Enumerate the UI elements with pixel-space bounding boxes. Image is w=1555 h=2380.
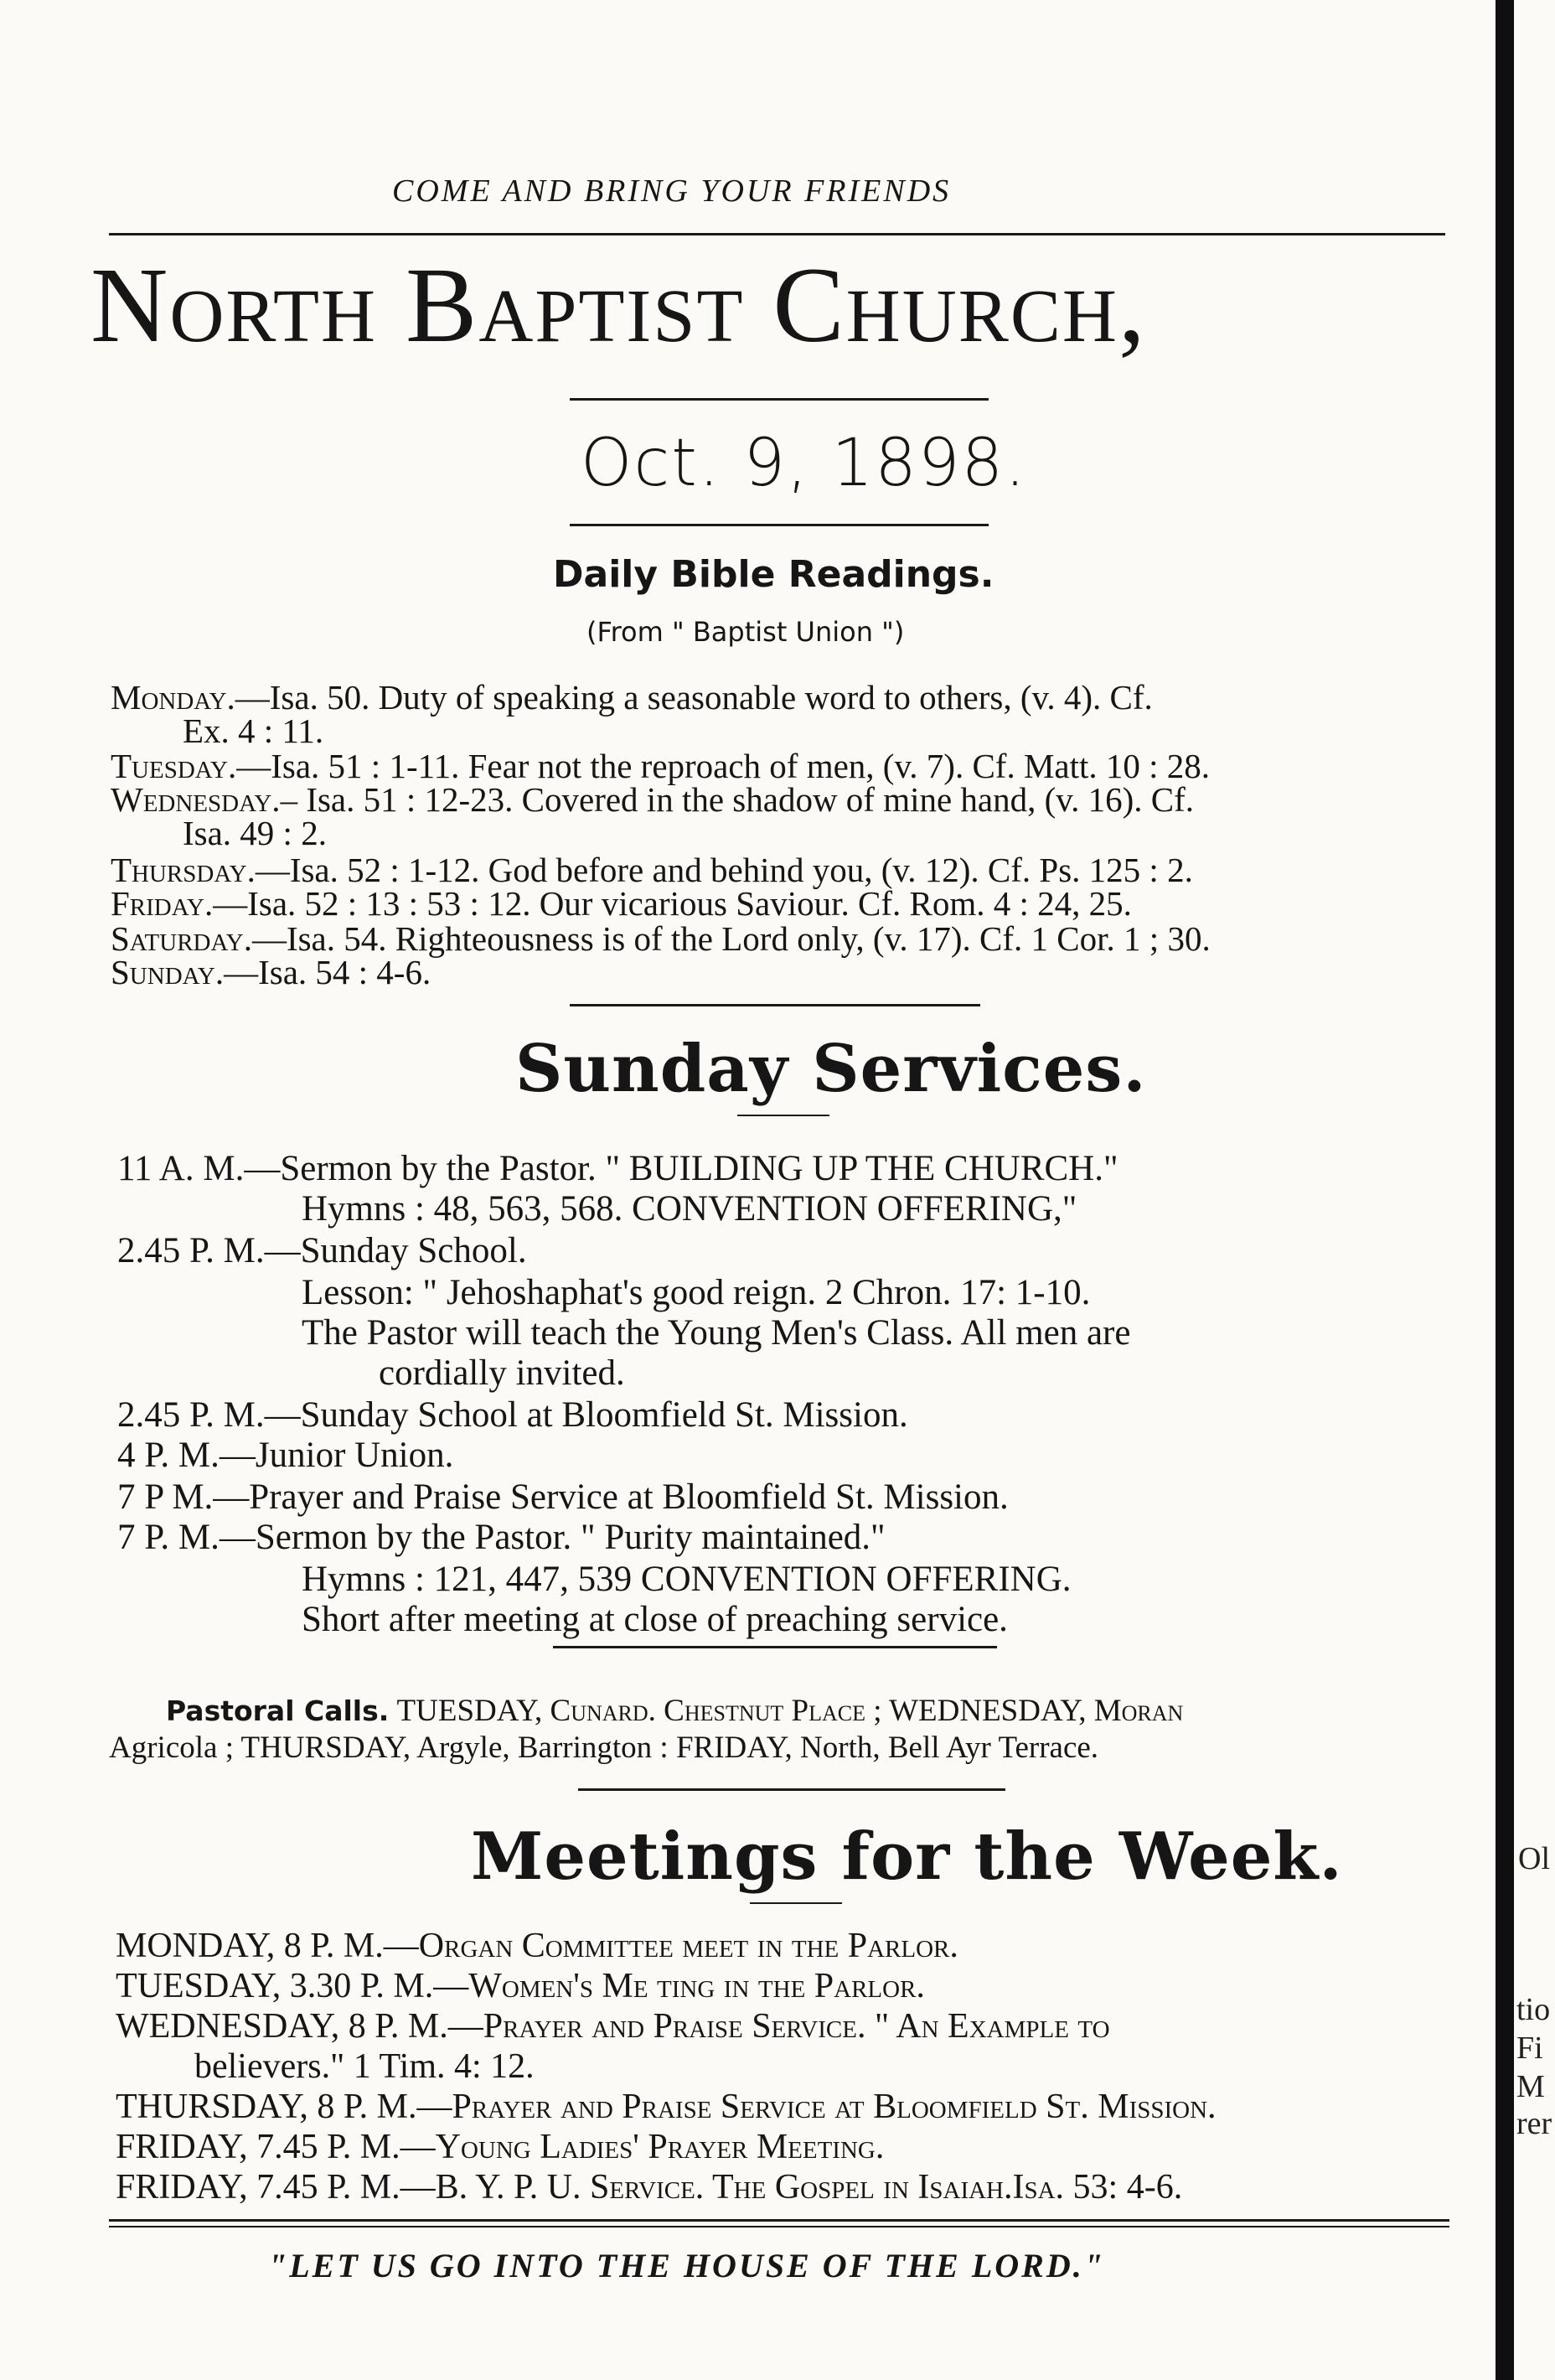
meeting-line: TUESDAY, 3.30 P. M.—Women's Me ting in the Parlor. [116,1967,925,2005]
margin-fragment: tio [1516,1992,1551,2027]
divider [109,2219,1449,2222]
divider [109,233,1445,235]
margin-fragment: M [1516,2069,1545,2104]
tagline: COME AND BRING YOUR FRIENDS [392,173,952,209]
meeting-line: WEDNESDAY, 8 P. M.—Prayer and Praise Service. " An Example to [116,2007,1110,2046]
reading-line: Sunday.—Isa. 54 : 4-6. [111,953,431,991]
meetings-heading: Meetings for the Week. [471,1819,1343,1895]
readings-heading: Daily Bible Readings. [553,553,994,596]
meeting-line: believers." 1 Tim. 4: 12. [194,2047,535,2086]
divider [737,1115,829,1116]
binding-edge [1496,0,1514,2380]
footer-quote: "LET US GO INTO THE HOUSE OF THE LORD." [268,2247,1105,2284]
divider [570,524,989,526]
service-line: 11 A. M.—Sermon by the Pastor. " BUILDING UP THE CHURCH." [117,1149,1118,1188]
margin-fragment: rer [1516,2106,1552,2141]
reading-line: Saturday.—Isa. 54. Righteousness is of the Lord only, (v. 17). Cf. 1 Cor. 1 ; 30. [111,919,1211,958]
reading-line: Wednesday.– Isa. 51 : 12-23. Covered in the shadow of mine hand, (v. 16). Cf. [111,780,1195,819]
reading-line: Monday.—Isa. 50. Duty of speaking a seasonable word to others, (v. 4). Cf. [111,678,1153,717]
divider [570,398,989,401]
pastoral-calls-line: Agricola ; THURSDAY, Argyle, Barrington : FRIDAY, North, Bell Ayr Terrace. [109,1731,1099,1765]
service-line: 2.45 P. M.—Sunday School at Bloomfield St. Mission. [117,1395,908,1435]
divider [750,1902,842,1904]
meeting-line: FRIDAY, 7.45 P. M.—Young Ladies' Prayer Meeting. [116,2128,885,2166]
divider [578,1788,1005,1791]
church-title: North Baptist Church, [90,246,1147,365]
divider [570,1004,980,1006]
services-heading: Sunday Services. [515,1031,1147,1107]
reading-line: Friday.—Isa. 52 : 13 : 53 : 12. Our vicarious Saviour. Cf. Rom. 4 : 24, 25. [111,884,1132,923]
pastoral-calls-line: Pastoral Calls. TUESDAY, Cunard. Chestnut Place ; WEDNESDAY, Moran [166,1694,1184,1728]
bulletin-date: Oct. 9, 1898. [581,426,1027,501]
service-line: 7 P M.—Prayer and Praise Service at Bloomfield St. Mission. [117,1477,1009,1517]
reading-line: Isa. 49 : 2. [183,814,327,852]
reading-line: Ex. 4 : 11. [183,711,324,750]
service-line: Short after meeting at close of preaching service. [302,1600,1008,1639]
margin-fragment: Ol [1518,1841,1550,1876]
margin-fragment: Fi [1516,2031,1543,2066]
service-line: Hymns : 121, 447, 539 CONVENTION OFFERING. [302,1560,1072,1599]
service-line: 7 P. M.—Sermon by the Pastor. " Purity maintained." [117,1518,886,1557]
service-line: cordially invited. [379,1353,625,1393]
divider [109,2226,1449,2227]
meeting-line: FRIDAY, 7.45 P. M.—B. Y. P. U. Service. The Gospel in Isaiah.Isa. 53: 4-6. [116,2168,1183,2207]
service-line: 4 P. M.—Junior Union. [117,1436,454,1475]
divider [553,1646,997,1648]
meeting-line: MONDAY, 8 P. M.—Organ Committee meet in the Parlor. [116,1927,958,1965]
readings-source: (From " Baptist Union ") [586,616,905,648]
service-line: 2.45 P. M.—Sunday School. [117,1231,527,1270]
service-line: The Pastor will teach the Young Men's Class. All men are [302,1313,1131,1353]
service-line: Hymns : 48, 563, 568. CONVENTION OFFERING," [302,1189,1077,1229]
meeting-line: THURSDAY, 8 P. M.—Prayer and Praise Service at Bloomfield St. Mission. [116,2088,1217,2126]
reading-line: Tuesday.—Isa. 51 : 1-11. Fear not the reproach of men, (v. 7). Cf. Matt. 10 : 28. [111,747,1211,785]
reading-line: Thursday.—Isa. 52 : 1-12. God before and behind you, (v. 12). Cf. Ps. 125 : 2. [111,851,1193,889]
service-line: Lesson: " Jehoshaphat's good reign. 2 Chron. 17: 1-10. [302,1273,1091,1312]
